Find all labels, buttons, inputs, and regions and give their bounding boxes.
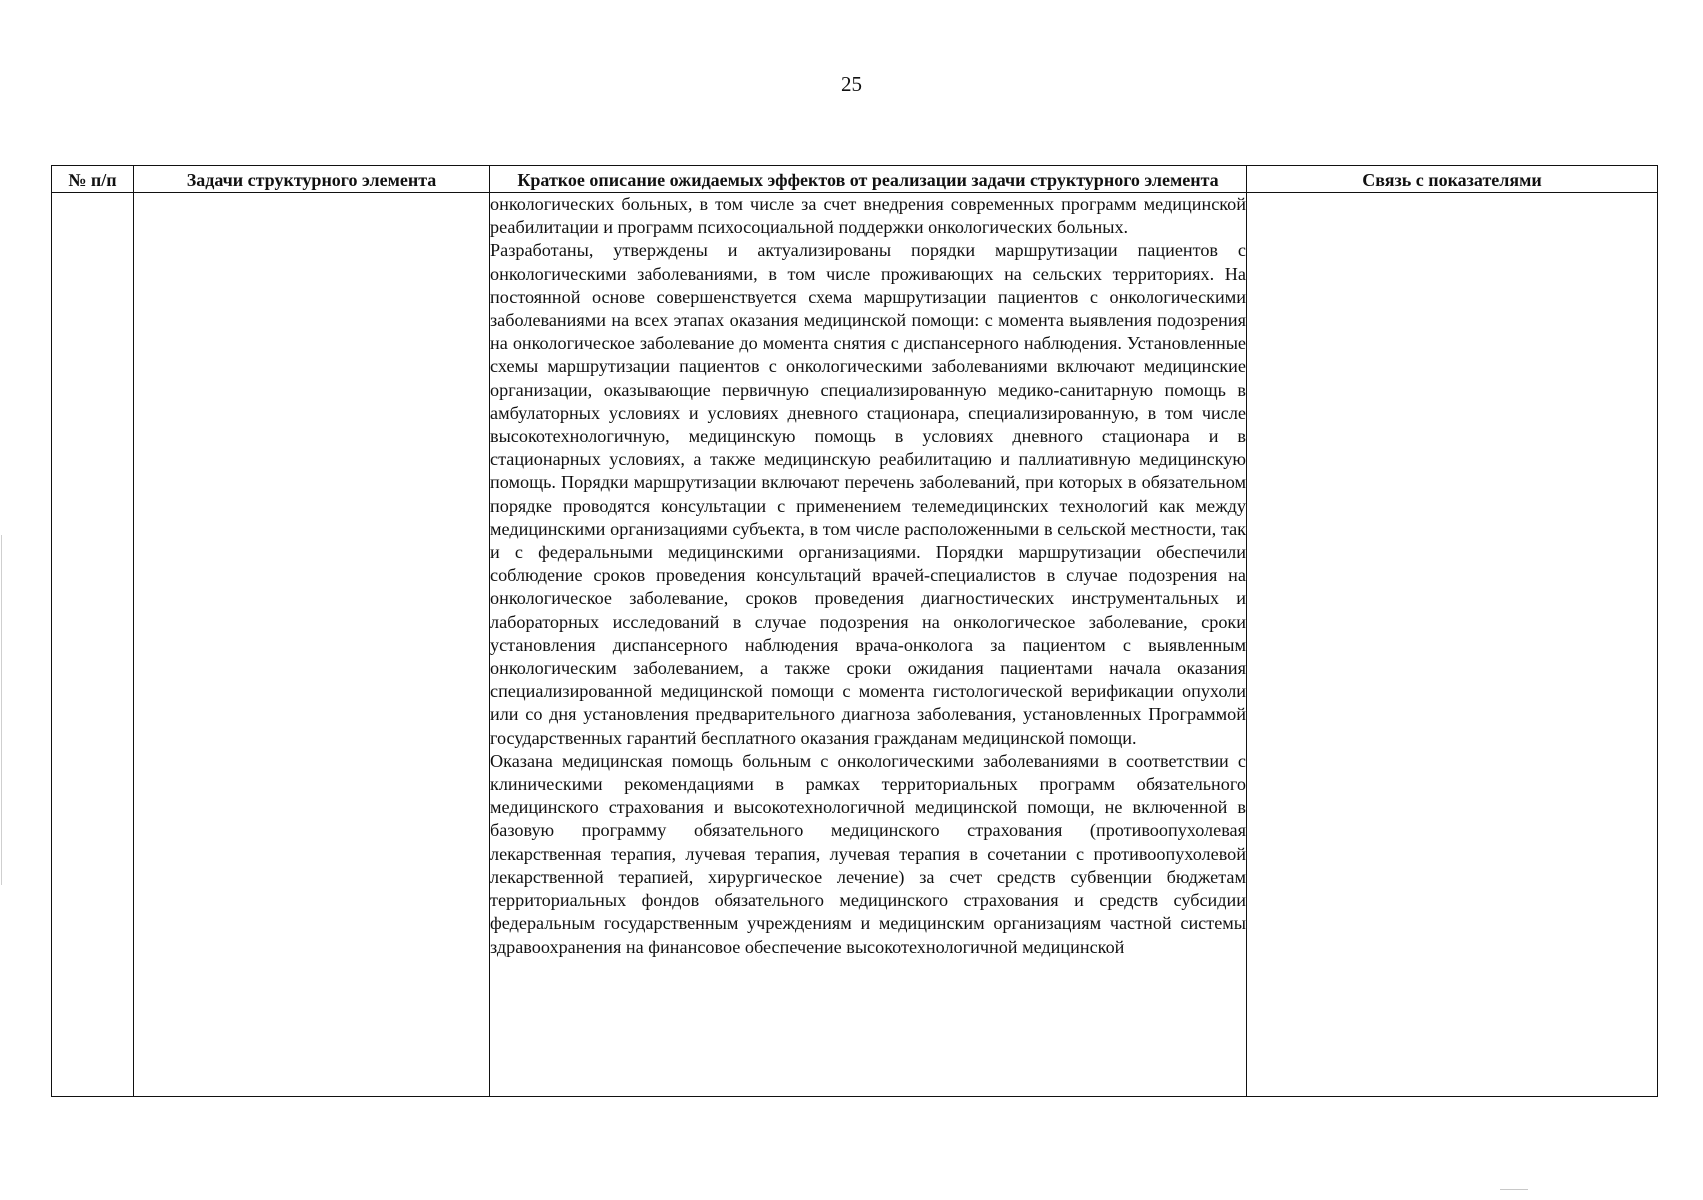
cell-description <box>490 193 1247 1097</box>
header-indicators-link: Связь с показателями <box>1247 166 1658 193</box>
description-paragraph: Разработаны, утверждены и актуализированы порядки маршрутизации пациентов с онкологическими заболеваниями, в том числе проживающих на сельских территориях. На постоянной основе совершенствуется схема маршрутизации пациентов с онкологическими заболеваниями на всех этапах оказания медицинской помощи: с момента выявления подозрения на онкологическое заболевание до момента снятия с диспансерного наблюдения. Установленные схемы маршрутизации пациентов с онкологическими заболеваниями включают медицинские организации, оказывающие первичную специализированную медико-санитарную помощь в амбулаторных условиях и условиях дневного стационара, специализированную, в том числе высокотехнологичную, медицинскую помощь в условиях дневного стационара и в стационарных условиях, а также медицинскую реабилитацию и паллиативную медицинскую помощь. Порядки маршрутизации включают перечень заболеваний, при которых в обязательном порядке проводятся консультации с применением телемедицинских технологий как между медицинскими организациями субъекта, в том числе расположенными в сельской местности, так и с федеральными медицинскими организациями. Порядки маршрутизации обеспечили соблюдение сроков проведения консультаций врачей-специалистов в случае подозрения на онкологическое заболевание, сроков проведения диагностических инструментальных и лабораторных исследований в случае подозрения на онкологическое заболевание, сроки установления диспансерного наблюдения врача-онколога за пациентом с выявленным онкологическим заболеванием, а также сроки ожидания пациентами начала оказания специализированной медицинской помощи с момента гистологической верификации опухоли или со дня установления предварительного диагноза заболевания, установленных Программой государственных гарантий бесплатного оказания гражданам медицинской помощи. <box>490 240 1246 748</box>
header-number: № п/п <box>52 166 134 193</box>
cell-task <box>134 193 490 1097</box>
header-description: Краткое описание ожидаемых эффектов от реализации задачи структурного элемента <box>490 166 1247 193</box>
table-row <box>52 193 1658 1097</box>
table-header-row <box>52 166 1658 193</box>
scan-artifact <box>1500 1189 1528 1190</box>
page-number: 25 <box>841 72 862 96</box>
document-table <box>51 165 1658 1097</box>
description-paragraph: Оказана медицинская помощь больным с онкологическими заболеваниями в соответствии с клиническими рекомендациями в рамках территориальных программ обязательного медицинского страхования и высокотехнологичной медицинской помощи, не включенной в базовую программу обязательного медицинского страхования (противоопухолевая лекарственная терапия, лучевая терапия, лучевая терапия в сочетании с противоопухолевой лекарственной терапией, хирургическое лечение) за счет средств субвенции бюджетам территориальных фондов обязательного медицинского страхования и средств субсидии федеральным государственным учреждениям и медицинским организациям частной системы здравоохранения на финансовое обеспечение высокотехнологичной медицинской <box>490 750 1246 957</box>
scan-margin-line <box>1 535 2 885</box>
cell-indicators-link <box>1247 193 1658 1097</box>
header-task: Задачи структурного элемента <box>134 166 490 193</box>
cell-number <box>52 193 134 1097</box>
description-paragraph: онкологических больных, в том числе за счет внедрения современных программ медицинской реабилитации и программ психосоциальной поддержки онкологических больных. <box>490 194 1246 238</box>
